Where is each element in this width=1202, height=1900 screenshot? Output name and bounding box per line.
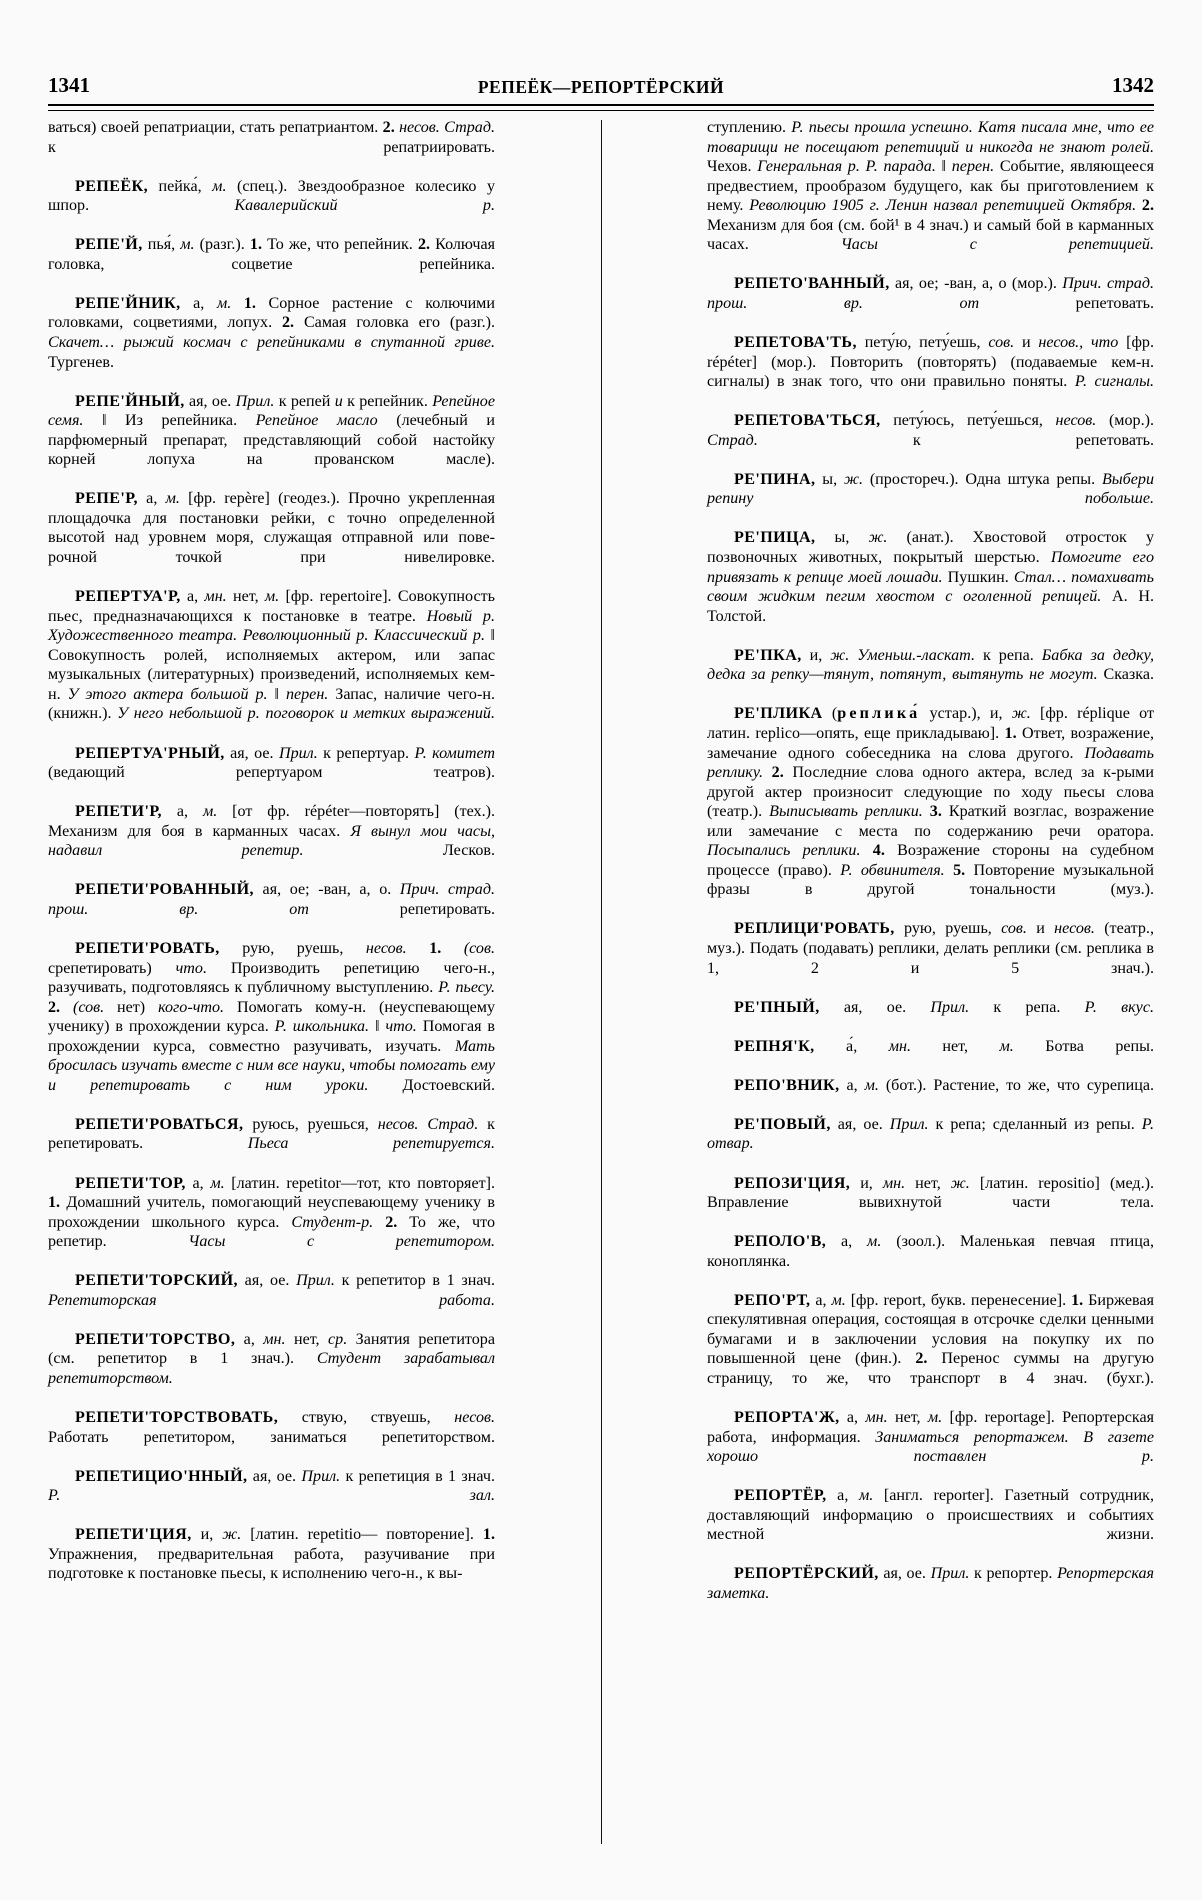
dictionary-entry: РЕПЕТИ'РОВАТЬСЯ, руюсь, руешься, несов. Страд. к репетировать. Пьеса репетируется. [48, 1115, 495, 1153]
entry-continuation: ступлению. Р. пьесы прошла успешно. Катя писала мне, что ее товарищи не посещают репетиций и никогда не знают ролей. Чехов. Генеральная р. Р. парада. ‖ перен. Событие, являющееся предвестием, прообразом будущего, как бы приготовлением к нему. Революцию 1905 г. Ленин назвал репетицией Октября. 2. Механизм для боя (см. бой¹ в 4 знач.) и самый бой в карманных часах. Часы с репетицией. [707, 119, 1154, 254]
header-rule [48, 104, 1154, 111]
folio-right: 1342 [1111, 73, 1154, 97]
folio-left: 1341 [48, 73, 90, 97]
dictionary-entry: РЕПЕЁК, пейка́, м. (спец.). Звездообразное колесико у шпор. Кавалерийский р. [48, 177, 495, 215]
dictionary-entry: РЕПО'РТ, а, м. [фр. report, букв. перенесение]. 1. Биржевая спекулятивная операция, состоящая в отсрочке сделки ценными бумагами и в заключении условия на покупку их по повышенной цене (фин.). 2. Перенос суммы на другую страницу, то же, что транспорт в 4 знач. (бухг.). [707, 1291, 1154, 1387]
dictionary-entry: РЕПЕРТУА'РНЫЙ, ая, ое. Прил. к репертуар. Р. комитет (ведающий репертуаром театров). [48, 744, 495, 782]
dictionary-entry: РЕПЕТИ'ТОРСТВОВАТЬ, ствую, ствуешь, несов. Работать репетитором, заниматься репетиторством. [48, 1409, 495, 1446]
column-right [707, 118, 1154, 1858]
dictionary-entry: РЕ'ПКА, и, ж. Уменьш.-ласкат. к репа. Бабка за дедку, дедка за репку—тянут, потянут, вытянуть не могут. Сказка. [707, 646, 1155, 684]
dictionary-entry: РЕ'ПЛИКА (реплика́ устар.), и, ж. [фр. réplique от латин. replico—опять, еще прикладываю]. 1. Ответ, возражение, замечание одного собеседника на слова другого. Подавать реплику. 2. Последние слова одного актера, вслед за к-рыми другой актер произносит следующие по ходу пьесы слова (театр.). Выписывать реплики. 3. Краткий возглас, возражение или замечание с места по содержанию речи оратора. Посыпались реплики. 4. Возражение стороны на судебном процессе (право). Р. обвинителя. 5. Повторение музыкальной фразы в другой тональности (муз.). [707, 705, 1155, 899]
dictionary-entry: РЕПЕТИ'ТОРСТВО, а, мн. нет, ср. Занятия репетитора (см. репетитор в 1 знач.). Студент зарабатывал репетиторством. [48, 1330, 495, 1387]
dictionary-entry: РЕПНЯ'К, а́, мн. нет, м. Ботва репы. [734, 1037, 1154, 1055]
dictionary-entry: РЕПЕ'ЙНИК, а, м. 1. Сорное растение с колючими головками, соцветиями, лопух. 2. Самая головка его (разг.). Скачет… рыжий космач с репейниками в спутанной гриве. Тургенев. [48, 294, 495, 371]
dictionary-entry: РЕПЛИЦИ'РОВАТЬ, рую, руешь, сов. и несов. (театр., муз.). Подать (подавать) реплики, делать реплики (см. реплика в 1, 2 и 5 знач.). [707, 920, 1154, 977]
dictionary-entry: РЕ'ПИНА, ы, ж. (простореч.). Одна штука репы. Выбери репину побольше. [707, 470, 1154, 508]
column-divider [495, 118, 707, 1858]
dictionary-entry: РЕПЕТИЦИО'ННЫЙ, ая, ое. Прил. к репетиция в 1 знач. Р. зал. [48, 1467, 495, 1505]
dictionary-entry: РЕПОРТА'Ж, а, мн. нет, м. [фр. reportage]. Репортерская работа, информация. Заниматься репортажем. В газете хорошо поставлен р. [707, 1409, 1155, 1466]
text-columns [48, 118, 1154, 1858]
dictionary-entry: РЕПЕТИ'РОВАТЬ, рую, руешь, несов. 1. (сов. срепетировать) что. Производить репетицию чего-н., разучивать, подготовляясь к публичному выступлению. Р. пьесу. 2. (сов. нет) кого-что. Помогать кому-н. (неуспевающему ученику) в прохождении курса. Р. школьника. ‖ что. Помогая в прохождении курса, совместно разучивать, изучать. Мать бросилась изучать вместе с ним все науки, чтобы помогать ему и репетировать с ним уроки. Достоевский. [48, 939, 495, 1094]
dictionary-entry: РЕПЕТИ'РОВАННЫЙ, ая, ое; -ван, а, о. Прич. страд. прош. вр. от репетировать. [48, 881, 496, 918]
dictionary-entry: РЕПО'ВНИК, а, м. (бот.). Растение, то же, что сурепица. [734, 1076, 1154, 1094]
dictionary-entry: РЕПЕРТУА'Р, а, мн. нет, м. [фр. repertoire]. Совокупность пьес, предназначающихся к постановке в театре. Новый р. Художественного театра. Революционный р. Классический р. ‖ Совокупность ролей, исполняемых актером, или запас музыкальных (литературных) произведений, исполняемых кем-н. У этого актера большой р. ‖ перен. Запас, наличие чего-н. (книжн.). У него небольшой р. поговорок и метких выражений. [48, 588, 496, 723]
dictionary-entry: РЕПЕТО'ВАННЫЙ, ая, ое; -ван, а, о (мор.). Прич. страд. прош. вр. от репетовать. [707, 275, 1154, 312]
dictionary-entry: РЕПЕТОВА'ТЬ, пету́ю, пету́ешь, сов. и несов., что [фр. répéter] (мор.). Повторить (повторять) (подаваемые кем-н. сигналы) в знак того, что они правильно поняты. Р. сигналы. [707, 334, 1154, 391]
dictionary-entry: РЕ'ПНЫЙ, ая, ое. Прил. к репа. Р. вкус. [734, 998, 1154, 1016]
dictionary-entry: РЕПЕ'Й, пья́, м. (разг.). 1. То же, что репейник. 2. Колючая головка, соцветие репейника. [48, 236, 495, 273]
dictionary-entry: РЕПЕТИ'ТОРСКИЙ, ая, ое. Прил. к репетитор в 1 знач. Репетиторская работа. [48, 1272, 495, 1309]
running-head-title: РЕПЕЁК—РЕПОРТЁРСКИЙ [477, 76, 725, 97]
dictionary-entry: РЕ'ПОВЫЙ, ая, ое. Прил. к репа; сделанный из репы. Р. отвар. [707, 1115, 1154, 1153]
dictionary-entry: РЕПОЗИ'ЦИЯ, и, мн. нет, ж. [латин. repositio] (мед.). Вправление вывихнутой части тела. [707, 1174, 1155, 1212]
column-left [48, 118, 495, 1858]
dictionary-entry: РЕПЕТИ'ЦИЯ, и, ж. [латин. repetitio— повторение]. 1. Упражнения, предварительная работа, разучивание при подготовке к постановке пьесы, к исполнению чего-н., к вы- [48, 1526, 495, 1583]
dictionary-entry: РЕПЕ'Р, а, м. [фр. repère] (геодез.). Прочно укрепленная площадочка для постановки рейки, с точно определенной высотой над уровнем моря, служащая отправной или поверочной точкой при нивелировке. [48, 490, 495, 567]
dictionary-entry: РЕПЕТИ'Р, а, м. [от фр. répéter—повторять] (тех.). Механизм для боя в карманных часах. Я вынул мои часы, надавил репетир. Лесков. [48, 803, 496, 860]
dictionary-entry: РЕПЕТИ'ТОР, а, м. [латин. repetitor—тот, кто повторяет]. 1. Домашний учитель, помогающий неуспевающему ученику в прохождении школьного курса. Студент-р. 2. То же, что репетир. Часы с репетитором. [48, 1174, 496, 1251]
dictionary-entry: РЕПЕ'ЙНЫЙ, ая, ое. Прил. к репей и к репейник. Репейное семя. ‖ Из репейника. Репейное масло (лечебный и парфюмерный препарат, представляющий собой настойку корней лопуха на прованском масле). [48, 392, 495, 469]
dictionary-entry: РЕПОРТЁРСКИЙ, ая, ое. Прил. к репортер. Репортерская заметка. [707, 1565, 1154, 1603]
entry-continuation: ваться) своей репатриации, стать репатриантом. 2. несов. Страд. к репатриировать. [48, 119, 495, 156]
dictionary-entry: РЕПЕТОВА'ТЬСЯ, пету́юсь, пету́ешься, несов. (мор.). Страд. к репетовать. [707, 412, 1154, 449]
running-head [48, 62, 1154, 96]
dictionary-entry: РЕПОРТЁР, а, м. [англ. reporter]. Газетный сотрудник, доставляющий информацию о происшествиях и событиях местной жизни. [707, 1487, 1154, 1544]
dictionary-entry: РЕ'ПИЦА, ы, ж. (анат.). Хвостовой отросток у позвоночных животных, покрытый шерстью. Помогите его привязать к репице моей лошади. Пушкин. Стал… помахивать своим жидким пегим хвостом с оголенной репицей. А. Н. Толстой. [707, 529, 1155, 625]
dictionary-entry: РЕПОЛО'В, а, м. (зоол.). Маленькая певчая птица, коноплянка. [707, 1233, 1155, 1270]
